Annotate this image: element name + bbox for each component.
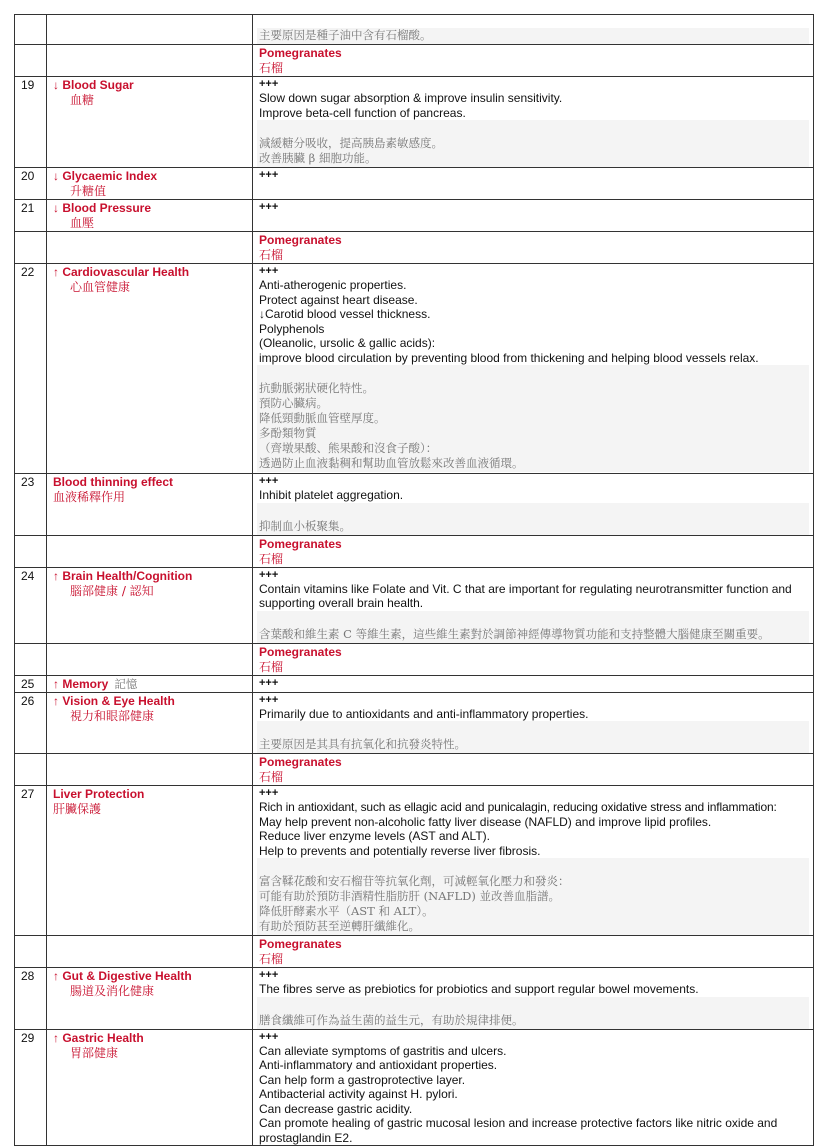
row-number: 27 bbox=[21, 787, 35, 801]
benefit-name-cell bbox=[47, 936, 253, 968]
fruit-cell bbox=[253, 754, 814, 786]
benefit-name-zh: 腸道及消化健康 bbox=[70, 984, 155, 998]
translation-line: 預防心臟病。 bbox=[259, 396, 328, 410]
fruit-cell bbox=[253, 45, 814, 77]
translation-line: 抗動脈粥狀硬化特性。 bbox=[259, 381, 374, 395]
translation-line: 主要原因是其具有抗氧化和抗發炎特性。 bbox=[259, 737, 466, 751]
row-number: 29 bbox=[21, 1030, 35, 1045]
translation-block bbox=[257, 503, 809, 535]
benefit-name-en: ↑ Gastric Health bbox=[53, 1030, 144, 1045]
fruit-name-en: Pomegranates bbox=[259, 644, 342, 659]
description-line: ↓Carotid blood vessel thickness. bbox=[259, 307, 431, 321]
description-line: Protect against heart disease. bbox=[259, 292, 418, 307]
translation-line: 富含鞣花酸和安石榴苷等抗氧化劑，可減輕氧化壓力和發炎： bbox=[259, 874, 570, 888]
rating: +++ bbox=[259, 676, 279, 689]
fruit-cell bbox=[253, 232, 814, 264]
fruit-name-en: Pomegranates bbox=[259, 937, 342, 951]
benefit-name-en: Liver Protection bbox=[53, 787, 145, 801]
benefit-name-en: ↑ Brain Health/Cognition bbox=[53, 568, 193, 583]
description-line: May help prevent non-alcoholic fatty liver disease (NAFLD) and improve lipid profiles. bbox=[259, 814, 712, 829]
row-number: 22 bbox=[21, 265, 35, 279]
description-line: Antibacterial activity against H. pylori. bbox=[259, 1087, 458, 1101]
description-line: Improve beta-cell function of pancreas. bbox=[259, 105, 466, 120]
fruit-cell bbox=[253, 643, 814, 675]
fruit-name-zh: 石榴 bbox=[259, 61, 284, 75]
benefit-name-cell bbox=[47, 15, 253, 45]
description-line: Polyphenols bbox=[259, 321, 325, 336]
translation-block bbox=[257, 365, 809, 472]
fruit-name-en: Pomegranates bbox=[259, 536, 342, 551]
row-number-cell bbox=[15, 754, 47, 786]
rating: +++ bbox=[259, 169, 279, 181]
benefit-name-zh: 胃部健康 bbox=[70, 1045, 119, 1060]
benefit-name-en: ↑ Cardiovascular Health bbox=[53, 265, 190, 279]
row-number: 24 bbox=[21, 568, 35, 583]
table-row bbox=[15, 968, 814, 1030]
table-row bbox=[15, 675, 814, 692]
benefit-name-en: ↑ Vision & Eye Health bbox=[53, 693, 175, 708]
fruit-name-en: Pomegranates bbox=[259, 233, 342, 247]
benefit-name-zh: 記憶 bbox=[114, 676, 138, 691]
row-number-cell bbox=[15, 45, 47, 77]
translation-block bbox=[257, 997, 809, 1029]
translation-block bbox=[257, 858, 809, 935]
row-number-cell bbox=[15, 936, 47, 968]
fruit-name-zh: 石榴 bbox=[259, 248, 284, 262]
benefit-name-zh: 血壓 bbox=[70, 216, 95, 230]
benefit-name-zh: 心血管健康 bbox=[70, 280, 131, 294]
translation-line: 減緩糖分吸收，提高胰島素敏感度。 bbox=[259, 136, 443, 150]
fruit-header-row bbox=[15, 643, 814, 675]
description-line: Rich in antioxidant, such as ellagic acid and punicalagin, reducing oxidative stress and inflammation: bbox=[259, 800, 777, 814]
row-number: 21 bbox=[21, 201, 35, 215]
translation-line: 可能有助於預防非酒精性脂肪肝 (NAFLD) 並改善血脂譜。 bbox=[259, 889, 560, 903]
table-row bbox=[15, 567, 814, 643]
fruit-name-en: Pomegranates bbox=[259, 46, 342, 60]
table-row bbox=[15, 786, 814, 936]
fruit-header-row bbox=[15, 45, 814, 77]
translation-block bbox=[257, 611, 809, 643]
fruit-name-zh: 石榴 bbox=[259, 952, 284, 966]
fruit-header-row bbox=[15, 535, 814, 567]
table-row bbox=[15, 692, 814, 754]
description-line: Inhibit platelet aggregation. bbox=[259, 488, 404, 502]
rating: +++ bbox=[259, 265, 279, 277]
description-line: Can help form a gastroprotective layer. bbox=[259, 1072, 466, 1087]
translation-line: 降低頸動脈血管壁厚度。 bbox=[259, 411, 386, 425]
fruit-name-zh: 石榴 bbox=[259, 770, 284, 784]
description-line: Primarily due to antioxidants and anti-inflammatory properties. bbox=[259, 706, 589, 721]
table-row bbox=[15, 200, 814, 232]
table-row bbox=[15, 1029, 814, 1146]
description-line: Slow down sugar absorption & improve insulin sensitivity. bbox=[259, 91, 563, 105]
translation-line: 抑制血小板聚集。 bbox=[259, 518, 351, 533]
description-line: Can decrease gastric acidity. bbox=[259, 1101, 413, 1116]
row-number: 20 bbox=[21, 169, 35, 183]
translation-line: 膳食纖維可作為益生菌的益生元，有助於規律排便。 bbox=[259, 1012, 524, 1027]
benefit-name-zh: 升糖值 bbox=[70, 184, 107, 198]
rating: +++ bbox=[259, 969, 279, 981]
fruit-header-row bbox=[15, 754, 814, 786]
description-line: Help to prevents and potentially reverse liver fibrosis. bbox=[259, 843, 541, 858]
rating: +++ bbox=[259, 568, 279, 581]
table-row bbox=[15, 264, 814, 474]
benefit-name-cell bbox=[47, 754, 253, 786]
fruit-header-row bbox=[15, 936, 814, 968]
rating: +++ bbox=[259, 78, 279, 90]
fruit-cell bbox=[253, 535, 814, 567]
benefit-name-zh: 腦部健康 / 認知 bbox=[70, 583, 154, 598]
benefit-name-zh: 血液稀釋作用 bbox=[53, 490, 126, 504]
benefit-name-en: Blood thinning effect bbox=[53, 475, 173, 489]
benefit-name-zh: 血糖 bbox=[70, 93, 95, 107]
row-number: 19 bbox=[21, 78, 35, 92]
translation-line: 改善胰臟 β 細胞功能。 bbox=[259, 151, 377, 165]
benefit-name-cell bbox=[47, 232, 253, 264]
rating: +++ bbox=[259, 475, 279, 487]
benefit-name-cell bbox=[47, 535, 253, 567]
fruit-cell bbox=[253, 936, 814, 968]
fruit-name-en: Pomegranates bbox=[259, 755, 342, 769]
description-line: improve blood circulation by preventing blood from thickening and helping blood vessels relax. bbox=[259, 350, 759, 365]
description-line: Contain vitamins like Folate and Vit. C that are important for regulating neurotransmitter function and supporting overall brain health. bbox=[259, 581, 792, 610]
row-number-cell bbox=[15, 232, 47, 264]
row-number-cell bbox=[15, 643, 47, 675]
translation-line: 降低肝酵素水平（AST 和 ALT）。 bbox=[259, 904, 434, 918]
benefit-name-zh: 視力和眼部健康 bbox=[70, 708, 155, 723]
row-number: 28 bbox=[21, 969, 35, 983]
benefit-name-zh: 肝臟保護 bbox=[53, 802, 102, 816]
fruit-name-zh: 石榴 bbox=[259, 659, 284, 674]
benefit-name-cell bbox=[47, 643, 253, 675]
rating: +++ bbox=[259, 693, 279, 706]
fruit-header-row bbox=[15, 232, 814, 264]
fruit-name-zh: 石榴 bbox=[259, 551, 284, 566]
description-line: Can alleviate symptoms of gastritis and ulcers. bbox=[259, 1043, 507, 1058]
translation-block bbox=[257, 120, 809, 167]
benefit-name-en bbox=[53, 677, 252, 692]
table-row bbox=[15, 474, 814, 536]
benefit-name-cell bbox=[47, 45, 253, 77]
table-row bbox=[15, 168, 814, 200]
benefit-name-en: ↓ Blood Pressure bbox=[53, 201, 152, 215]
translation-line: 含葉酸和維生素 C 等維生素，這些維生素對於調節神經傳導物質功能和支持整體大腦健康至關重要。 bbox=[259, 626, 770, 641]
translation-block bbox=[257, 721, 809, 753]
table-row bbox=[15, 77, 814, 168]
benefit-name-en: ↓ Blood Sugar bbox=[53, 78, 134, 92]
health-benefits-table bbox=[14, 14, 814, 1146]
benefit-name-en: ↓ Glycaemic Index bbox=[53, 169, 158, 183]
table-row bbox=[15, 15, 814, 45]
row-number-cell bbox=[15, 15, 47, 45]
description-line: Reduce liver enzyme levels (AST and ALT). bbox=[259, 829, 490, 843]
description-line: (Oleanolic, ursolic & gallic acids): bbox=[259, 336, 436, 350]
description-line: Anti-inflammatory and antioxidant properties. bbox=[259, 1058, 498, 1072]
row-number: 25 bbox=[21, 676, 35, 691]
row-number-cell bbox=[15, 535, 47, 567]
translation-line: 多酚類物質 bbox=[259, 426, 317, 440]
description-line: The fibres serve as prebiotics for probiotics and support regular bowel movements. bbox=[259, 982, 699, 996]
row-number: 23 bbox=[21, 475, 35, 489]
benefit-name-en: ↑ Gut & Digestive Health bbox=[53, 969, 192, 983]
description-line: Can promote healing of gastric mucosal lesion and increase protective factors like nitric oxide and prostaglandin E2. bbox=[259, 1116, 778, 1145]
translation-block bbox=[257, 28, 809, 44]
translation-line: 透過防止血液黏稠和幫助血管放鬆來改善血液循環。 bbox=[259, 456, 524, 470]
rating: +++ bbox=[259, 1030, 279, 1043]
description-cell bbox=[253, 15, 814, 45]
translation-line: （齊墩果酸、熊果酸和沒食子酸）： bbox=[259, 441, 438, 455]
rating: +++ bbox=[259, 201, 279, 213]
benefit-name-en-text: ↑ Memory bbox=[53, 676, 109, 691]
rating: +++ bbox=[259, 787, 279, 799]
translation-line: 有助於預防甚至逆轉肝纖維化。 bbox=[259, 919, 420, 933]
description-line: Anti-atherogenic properties. bbox=[259, 278, 407, 292]
row-number: 26 bbox=[21, 693, 35, 708]
translation-line: 主要原因是種子油中含有石榴酸。 bbox=[259, 28, 432, 42]
